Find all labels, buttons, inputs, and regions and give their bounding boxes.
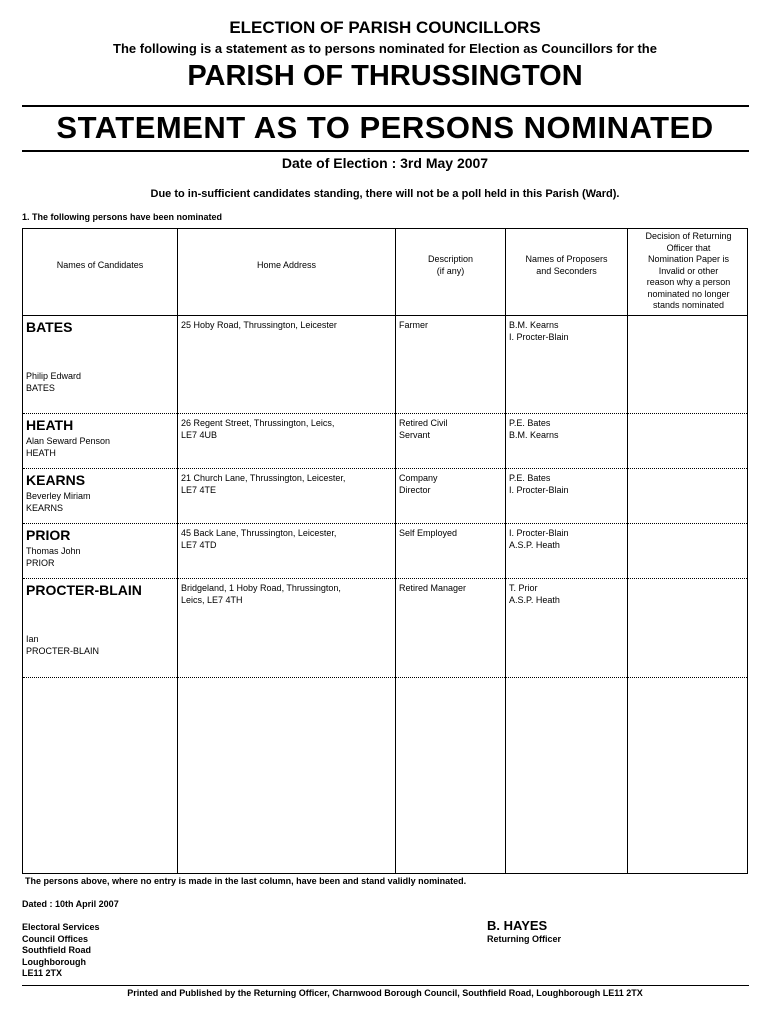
candidate-description: Self Employed xyxy=(399,528,458,538)
col-header-description: Description (if any) xyxy=(427,254,474,276)
candidate-description: Company Director xyxy=(399,473,438,495)
validity-note: The persons above, where no entry is made in the last column, have been and stand validly nominated. xyxy=(25,876,467,886)
parish-name: PARISH OF THRUSSINGTON xyxy=(187,60,583,92)
candidate-description: Farmer xyxy=(399,320,428,330)
candidate-surname: PRIOR xyxy=(26,527,71,543)
returning-officer-name: B. HAYES xyxy=(487,918,548,933)
candidate-surname: HEATH xyxy=(26,417,74,433)
col-header-decision: Decision of Returning Officer that Nomination Paper is Invalid or other reason why a person nominated no longer stands nominated xyxy=(645,231,732,310)
column-divider xyxy=(627,229,628,873)
column-divider xyxy=(395,229,396,873)
candidate-address: Bridgeland, 1 Hoby Road, Thrussington, Leics, LE7 4TH xyxy=(181,583,341,605)
document-title: STATEMENT AS TO PERSONS NOMINATED xyxy=(56,110,714,145)
statement-intro-line: The following is a statement as to persons nominated for Election as Councillors for the xyxy=(113,41,657,56)
col-header-candidates: Names of Candidates xyxy=(56,260,144,270)
column-divider xyxy=(505,229,506,873)
column-divider xyxy=(177,229,178,873)
candidate-description: Retired Manager xyxy=(399,583,467,593)
candidate-proposers: P.E. Bates I. Procter-Blain xyxy=(509,473,569,495)
row-divider xyxy=(23,523,747,524)
nominated-intro: 1. The following persons have been nominated xyxy=(22,212,223,222)
candidate-address: 21 Church Lane, Thrussington, Leicester, LE7 4TE xyxy=(181,473,346,495)
dated-line: Dated : 10th April 2007 xyxy=(22,899,119,909)
election-heading: ELECTION OF PARISH COUNCILLORS xyxy=(229,18,541,37)
candidate-forenames: Alan Seward Penson HEATH xyxy=(26,436,111,458)
candidate-forenames: Ian PROCTER-BLAIN xyxy=(26,634,100,656)
election-date: Date of Election : 3rd May 2007 xyxy=(281,155,489,171)
candidate-address: 26 Regent Street, Thrussington, Leics, LE7 4UB xyxy=(181,418,335,440)
header-row-divider xyxy=(23,315,747,316)
no-poll-notice: Due to in-sufficient candidates standing, there will not be a poll held in this Parish (Ward). xyxy=(150,188,620,200)
candidate-forenames: Philip Edward BATES xyxy=(26,371,82,393)
footer-divider xyxy=(22,985,749,986)
candidate-proposers: B.M. Kearns I. Procter-Blain xyxy=(509,320,569,342)
candidate-forenames: Beverley Miriam KEARNS xyxy=(26,491,91,513)
title-divider xyxy=(22,150,749,152)
row-divider xyxy=(23,578,747,579)
candidate-address: 25 Hoby Road, Thrussington, Leicester xyxy=(181,320,337,330)
row-divider xyxy=(23,677,747,678)
col-header-address: Home Address xyxy=(256,260,317,270)
candidate-surname: BATES xyxy=(26,319,73,335)
candidate-surname: KEARNS xyxy=(26,472,86,488)
candidate-surname: PROCTER-BLAIN xyxy=(26,582,142,598)
nominations-table xyxy=(22,228,748,874)
row-divider xyxy=(23,468,747,469)
row-divider xyxy=(23,413,747,414)
returning-officer-title: Returning Officer xyxy=(487,934,562,944)
col-header-proposers: Names of Proposers and Seconders xyxy=(525,254,608,276)
office-address: Electoral Services Council Offices Southfield Road Loughborough LE11 2TX xyxy=(22,922,100,979)
candidate-proposers: I. Procter-Blain A.S.P. Heath xyxy=(509,528,569,550)
printed-by-line: Printed and Published by the Returning Officer, Charnwood Borough Council, Southfield Road, Loughborough LE11 2TX xyxy=(127,988,643,998)
candidate-description: Retired Civil Servant xyxy=(399,418,448,440)
candidate-proposers: P.E. Bates B.M. Kearns xyxy=(509,418,559,440)
candidate-proposers: T. Prior A.S.P. Heath xyxy=(509,583,560,605)
candidate-address: 45 Back Lane, Thrussington, Leicester, LE7 4TD xyxy=(181,528,337,550)
candidate-forenames: Thomas John PRIOR xyxy=(26,546,81,568)
top-divider xyxy=(22,105,749,107)
